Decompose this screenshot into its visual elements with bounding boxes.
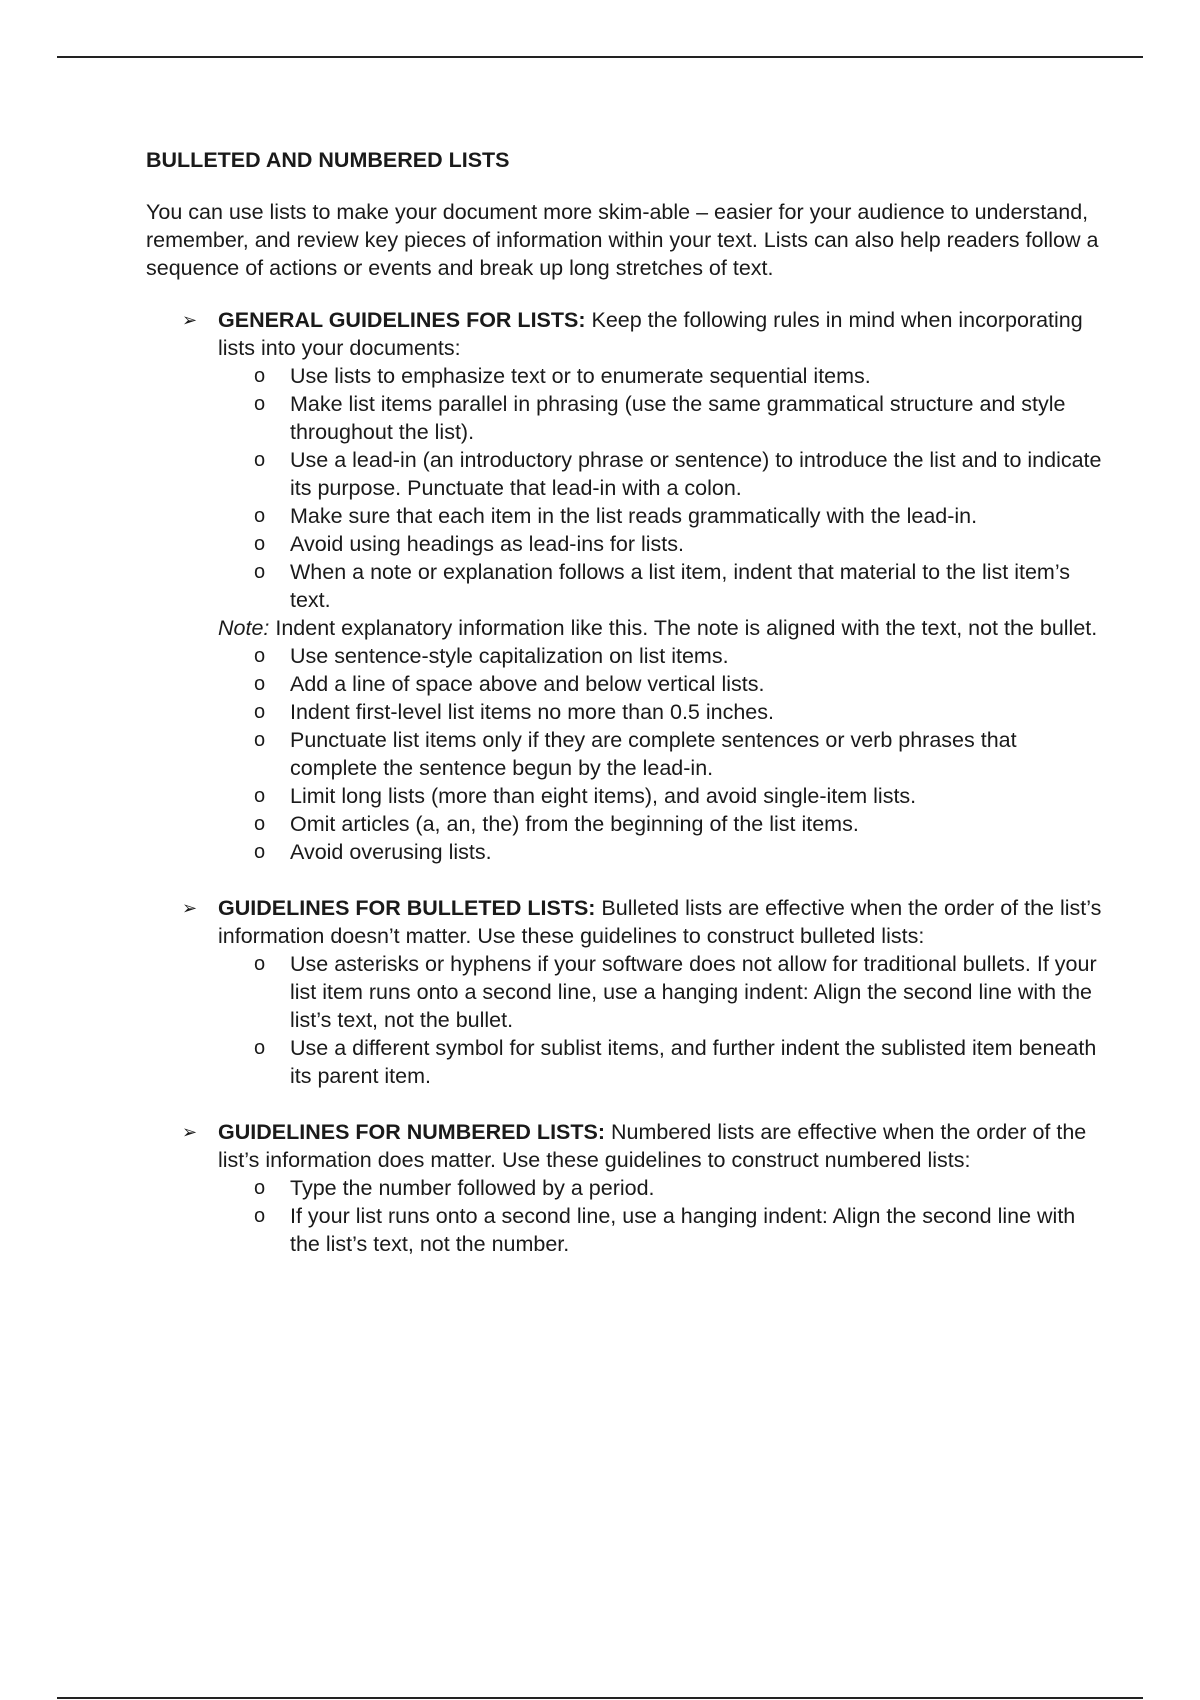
list-item	[218, 558, 1106, 614]
section-lead-text: Bulleted lists are effective when the order of the list’s information doesn’t matter. Use these guidelines to construct bulleted lists:	[218, 896, 1102, 948]
list-item	[218, 838, 1106, 866]
list-item-text: Use sentence-style capitalization on list items.	[290, 644, 729, 668]
circle-bullet-icon: o	[254, 365, 266, 387]
circle-bullet-icon: o	[254, 729, 266, 751]
circle-bullet-icon: o	[254, 505, 266, 527]
list-item	[218, 1034, 1106, 1090]
list-item-text: Avoid overusing lists.	[290, 840, 492, 864]
list-item	[218, 782, 1106, 810]
arrow-bullet-icon: ➢	[182, 1122, 198, 1142]
note-text: Indent explanatory information like this. The note is aligned with the text, not the bullet.	[269, 616, 1098, 640]
list-item	[218, 1174, 1106, 1202]
list-item	[218, 698, 1106, 726]
circle-bullet-icon: o	[254, 561, 266, 583]
section-numbered-lists	[146, 1118, 1106, 1258]
list-item	[218, 446, 1106, 502]
list-item-text: Use asterisks or hyphens if your software does not allow for traditional bullets. If your list item runs onto a second line, use a hanging indent: Align the second line with the list’s text, not the bullet.	[290, 952, 1097, 1032]
list-item-text: If your list runs onto a second line, use a hanging indent: Align the second line with the list’s text, not the number.	[290, 1204, 1076, 1256]
circle-bullet-icon: o	[254, 701, 266, 723]
list-item	[218, 362, 1106, 390]
list-item-text: Type the number followed by a period.	[290, 1176, 655, 1200]
circle-bullet-icon: o	[254, 449, 266, 471]
list-item	[218, 810, 1106, 838]
arrow-bullet-icon: ➢	[182, 898, 198, 918]
section-lead	[218, 1118, 1106, 1174]
circle-bullet-icon: o	[254, 1177, 266, 1199]
list-item	[218, 390, 1106, 446]
list-item-text: Limit long lists (more than eight items), and avoid single-item lists.	[290, 784, 917, 808]
circle-bullet-icon: o	[254, 393, 266, 415]
section-lead	[218, 306, 1106, 362]
section-bulleted-lists	[146, 894, 1106, 1090]
list-item	[218, 670, 1106, 698]
list-item-text: Use a lead-in (an introductory phrase or sentence) to introduce the list and to indicate its purpose. Punctuate that lead-in with a colon.	[290, 448, 1102, 500]
list-item	[218, 530, 1106, 558]
list-item-text: Make sure that each item in the list reads grammatically with the lead-in.	[290, 504, 978, 528]
section-lead-text: Keep the following rules in mind when incorporating lists into your documents:	[218, 308, 1083, 360]
list-item-text: Use lists to emphasize text or to enumerate sequential items.	[290, 364, 871, 388]
section-lead	[218, 894, 1106, 950]
note-label: Note:	[218, 616, 270, 640]
section-lead-text: Numbered lists are effective when the order of the list’s information does matter. Use these guidelines to construct numbered lists:	[218, 1120, 1087, 1172]
intro-paragraph: You can use lists to make your document more skim-able – easier for your audience to understand, remember, and review key pieces of information within your text. Lists can also help readers follow a sequence of actions or events and break up long stretches of text.	[146, 200, 1099, 280]
list-item	[218, 502, 1106, 530]
section-title: GUIDELINES FOR BULLETED LISTS:	[218, 896, 596, 920]
list-item-text: Omit articles (a, an, the) from the beginning of the list items.	[290, 812, 859, 836]
list-item-text: Make list items parallel in phrasing (use the same grammatical structure and style throughout the list).	[290, 392, 1066, 444]
footer-rule	[57, 1697, 1143, 1699]
list-item-text: Add a line of space above and below vertical lists.	[290, 672, 765, 696]
list-item	[218, 726, 1106, 782]
section-title: GUIDELINES FOR NUMBERED LISTS:	[218, 1120, 606, 1144]
list-item-text: Avoid using headings as lead-ins for lists.	[290, 532, 684, 556]
page-title: BULLETED AND NUMBERED LISTS	[146, 148, 510, 172]
document-body	[146, 146, 1106, 1286]
note-paragraph	[218, 614, 1106, 642]
list-item	[218, 1202, 1106, 1258]
circle-bullet-icon: o	[254, 953, 266, 975]
section-title: GENERAL GUIDELINES FOR LISTS:	[218, 308, 586, 332]
circle-bullet-icon: o	[254, 1037, 266, 1059]
arrow-bullet-icon: ➢	[182, 310, 198, 330]
list-item	[218, 950, 1106, 1034]
list-item-text: When a note or explanation follows a list item, indent that material to the list item’s text.	[290, 560, 1070, 612]
circle-bullet-icon: o	[254, 785, 266, 807]
header-rule	[57, 56, 1143, 58]
bulleted-list	[218, 950, 1106, 1090]
general-list-b	[218, 642, 1106, 866]
general-list-a	[218, 362, 1106, 614]
circle-bullet-icon: o	[254, 645, 266, 667]
circle-bullet-icon: o	[254, 841, 266, 863]
list-item-text: Use a different symbol for sublist items, and further indent the sublisted item beneath its parent item.	[290, 1036, 1097, 1088]
circle-bullet-icon: o	[254, 1205, 266, 1227]
list-item-text: Indent first-level list items no more than 0.5 inches.	[290, 700, 774, 724]
section-general-guidelines	[146, 306, 1106, 866]
circle-bullet-icon: o	[254, 533, 266, 555]
list-item	[218, 642, 1106, 670]
circle-bullet-icon: o	[254, 673, 266, 695]
list-item-text: Punctuate list items only if they are complete sentences or verb phrases that complete the sentence begun by the lead-in.	[290, 728, 1017, 780]
numbered-list	[218, 1174, 1106, 1258]
circle-bullet-icon: o	[254, 813, 266, 835]
